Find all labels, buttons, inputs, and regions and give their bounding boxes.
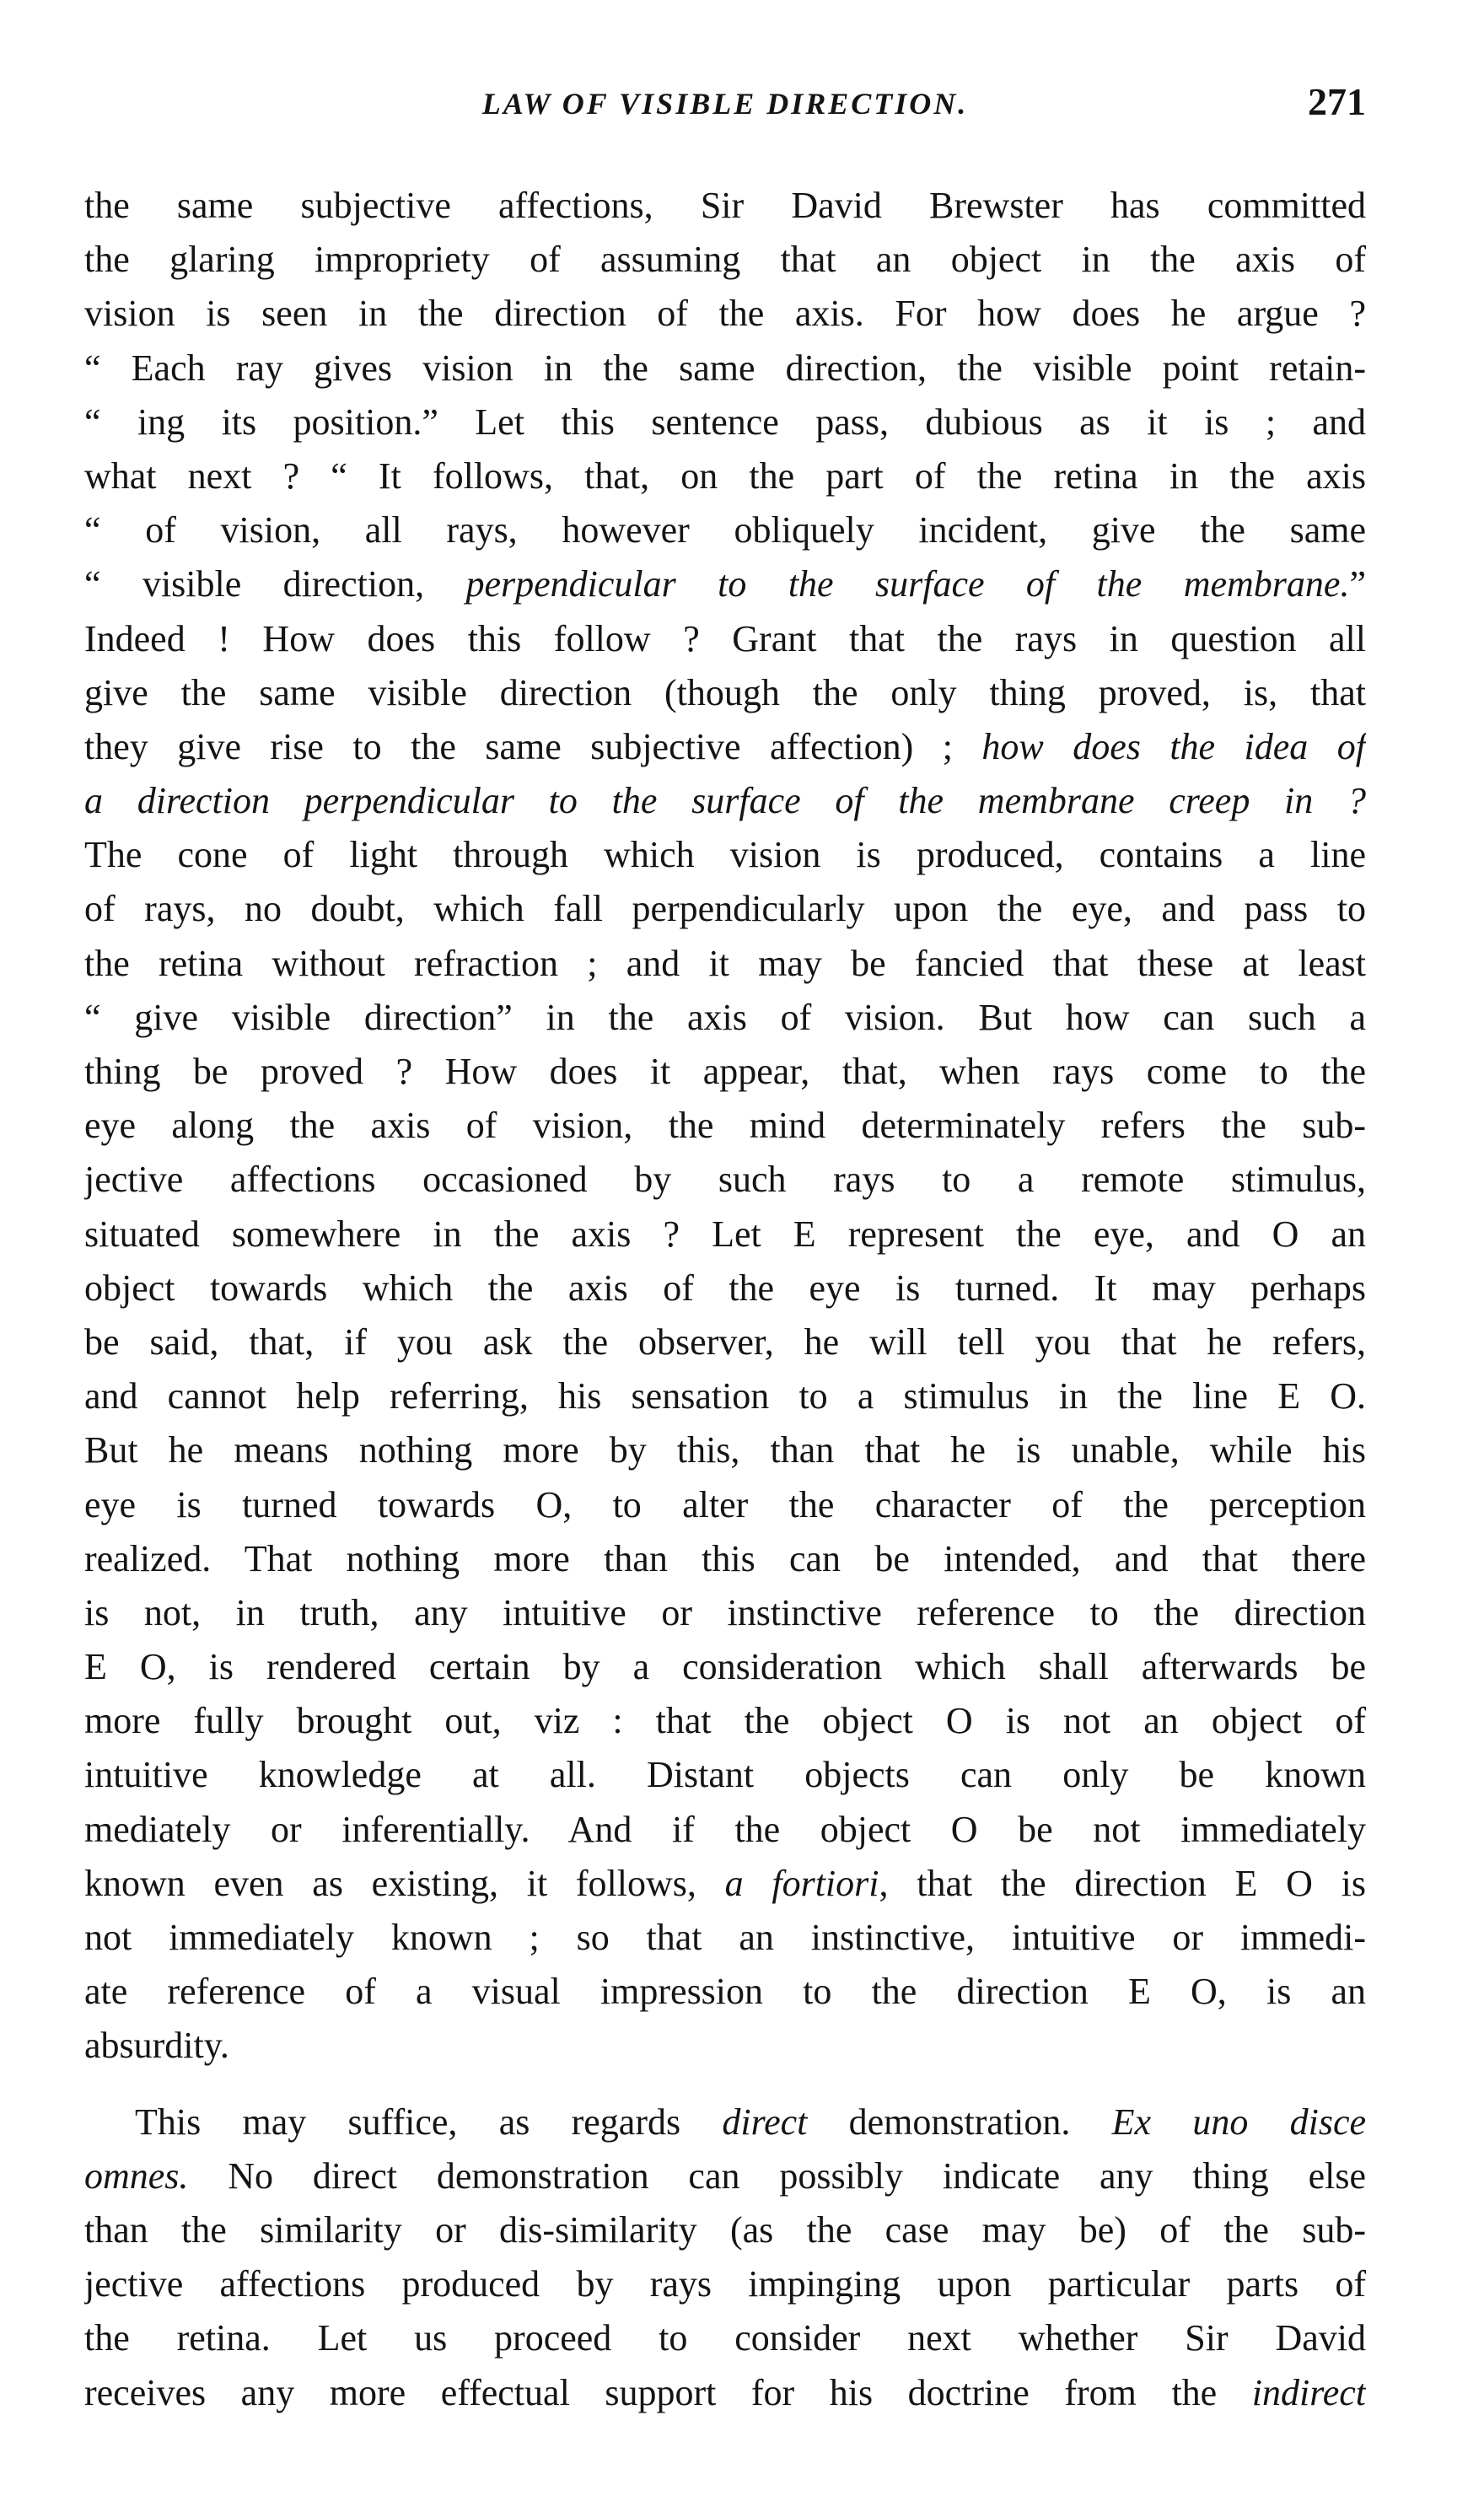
text-run: known even as existing, it follows, xyxy=(84,1862,725,1904)
italic-run: a direction perpendicular to the surface of the membrane creep in ? xyxy=(84,780,1366,822)
text-run: vision is seen in the direction of the axis. For how does he argue ? xyxy=(84,293,1366,335)
text-line xyxy=(84,1045,1366,1099)
text-run: what next ? “ It follows, that, on the part of the retina in the axis xyxy=(84,455,1366,497)
text-line xyxy=(84,720,1366,774)
text-run: eye along the axis of vision, the mind determinately refers the sub- xyxy=(84,1105,1366,1147)
text-run: the glaring impropriety of assuming that an object in the axis of xyxy=(84,239,1366,281)
text-line xyxy=(84,991,1366,1045)
text-line xyxy=(84,2095,1366,2149)
text-run: This may suffice, as regards xyxy=(135,2101,723,2143)
text-run: the retina. Let us proceed to consider next whether Sir David xyxy=(84,2317,1366,2359)
text-line xyxy=(84,1694,1366,1748)
text-run: the retina without refraction ; and it may be fancied that these at least xyxy=(84,942,1366,984)
text-line xyxy=(84,1208,1366,1261)
text-run: “ ing its position.” Let this sentence pass, dubious as it is ; and xyxy=(84,401,1366,443)
text-line xyxy=(84,1369,1366,1423)
text-line xyxy=(84,503,1366,557)
text-line xyxy=(84,1099,1366,1153)
text-run: absurdity. xyxy=(84,2025,229,2067)
italic-run: perpendicular to the surface of the membrane. xyxy=(465,563,1350,605)
page-header xyxy=(84,79,1366,138)
italic-run: a fortiori xyxy=(724,1862,879,1904)
text-run: realized. That nothing more than this can be intended, and that there xyxy=(84,1537,1366,1579)
text-line xyxy=(84,287,1366,341)
text-line xyxy=(84,2203,1366,2257)
text-run: The cone of light through which vision is produced, contains a line xyxy=(84,834,1366,876)
text-run: more fully brought out, viz : that the object O is not an object of xyxy=(84,1700,1366,1742)
text-line xyxy=(84,2366,1366,2420)
text-run: is not, in truth, any intuitive or instinctive reference to the direction xyxy=(84,1591,1366,1633)
text-run: object towards which the axis of the eye is turned. It may perhaps xyxy=(84,1267,1366,1309)
text-line xyxy=(84,1965,1366,2019)
text-run: jective affections produced by rays impinging upon particular parts of xyxy=(84,2263,1366,2305)
text-run: , that the direction E O is xyxy=(879,1862,1366,1904)
text-line xyxy=(84,557,1366,611)
text-run: ate reference of a visual impression to the direction E O, is an xyxy=(84,1971,1366,2013)
text-line xyxy=(84,937,1366,991)
text-line xyxy=(84,1261,1366,1315)
text-run: jective affections occasioned by such rays to a remote stimulus, xyxy=(84,1159,1366,1201)
text-line xyxy=(84,179,1366,233)
text-line xyxy=(84,1586,1366,1640)
text-run: the same subjective affections, Sir David Brewster has committed xyxy=(84,185,1366,226)
text-line xyxy=(84,2257,1366,2311)
text-line xyxy=(84,882,1366,936)
text-run: of rays, no doubt, which fall perpendicularly upon the eye, and pass to xyxy=(84,888,1366,930)
text-run: ” xyxy=(1349,563,1366,605)
italic-run: omnes. xyxy=(84,2154,189,2197)
text-run: “ of vision, all rays, however obliquely incident, give the same xyxy=(84,509,1366,551)
text-line xyxy=(84,1532,1366,1586)
text-line xyxy=(84,233,1366,287)
text-line xyxy=(84,1748,1366,1802)
italic-run: how does the idea of xyxy=(981,725,1366,767)
text-line xyxy=(84,1640,1366,1694)
text-line xyxy=(84,774,1366,828)
text-run: thing be proved ? How does it appear, that, when rays come to the xyxy=(84,1051,1366,1092)
text-line xyxy=(84,449,1366,503)
text-line xyxy=(84,1423,1366,1477)
text-run: eye is turned towards O, to alter the character of the perception xyxy=(84,1483,1366,1525)
text-line xyxy=(84,1153,1366,1207)
text-run: “ Each ray gives vision in the same direction, the visible point retain- xyxy=(84,347,1366,389)
italic-run: Ex uno disce xyxy=(1111,2101,1366,2143)
text-run: receives any more effectual support for his doctrine from the xyxy=(84,2371,1252,2413)
text-line xyxy=(84,1478,1366,1532)
text-line xyxy=(84,612,1366,666)
text-run: “ visible direction, xyxy=(84,563,466,605)
text-line xyxy=(84,395,1366,449)
text-line xyxy=(84,1315,1366,1369)
paragraph xyxy=(84,2095,1366,2420)
text-line xyxy=(84,828,1366,882)
text-run: But he means nothing more by this, than that he is unable, while his xyxy=(84,1429,1366,1471)
text-run: they give rise to the same subjective affection) ; xyxy=(84,725,982,767)
page-number: 271 xyxy=(1308,80,1366,123)
text-run: and cannot help referring, his sensation to a stimulus in the line E O. xyxy=(84,1375,1366,1417)
text-run: No direct demonstration can possibly indicate any thing else xyxy=(188,2154,1366,2197)
body-text xyxy=(84,179,1366,2420)
text-run: be said, that, if you ask the observer, he will tell you that he refers, xyxy=(84,1321,1366,1363)
paragraph xyxy=(84,179,1366,2074)
text-run: E O, is rendered certain by a consideration which shall afterwards be xyxy=(84,1646,1366,1688)
text-run: situated somewhere in the axis ? Let E represent the eye, and O an xyxy=(84,1213,1366,1255)
text-run: mediately or inferentially. And if the object O be not immediately xyxy=(84,1808,1366,1850)
italic-run: indirect xyxy=(1251,2371,1366,2413)
text-line xyxy=(84,2019,1366,2073)
text-run: intuitive knowledge at all. Distant objects can only be known xyxy=(84,1754,1366,1796)
text-line xyxy=(84,1911,1366,1965)
paragraph-gap xyxy=(84,2074,1366,2095)
text-run: give the same visible direction (though the only thing proved, is, that xyxy=(84,671,1366,713)
text-run: “ give visible direction” in the axis of vision. But how can such a xyxy=(84,996,1366,1038)
text-line xyxy=(84,342,1366,395)
text-line xyxy=(84,666,1366,720)
text-run: Indeed ! How does this follow ? Grant that the rays in question all xyxy=(84,617,1366,659)
text-line xyxy=(84,2149,1366,2203)
text-line xyxy=(84,1857,1366,1911)
running-head: LAW OF VISIBLE DIRECTION. xyxy=(481,87,969,121)
text-line xyxy=(84,2311,1366,2365)
text-run: not immediately known ; so that an instinctive, intuitive or immedi- xyxy=(84,1917,1366,1958)
text-run: than the similarity or dis-similarity (as the case may be) of the sub- xyxy=(84,2208,1366,2251)
text-run: demonstration. xyxy=(807,2101,1112,2143)
italic-run: direct xyxy=(722,2101,808,2143)
text-line xyxy=(84,1803,1366,1857)
